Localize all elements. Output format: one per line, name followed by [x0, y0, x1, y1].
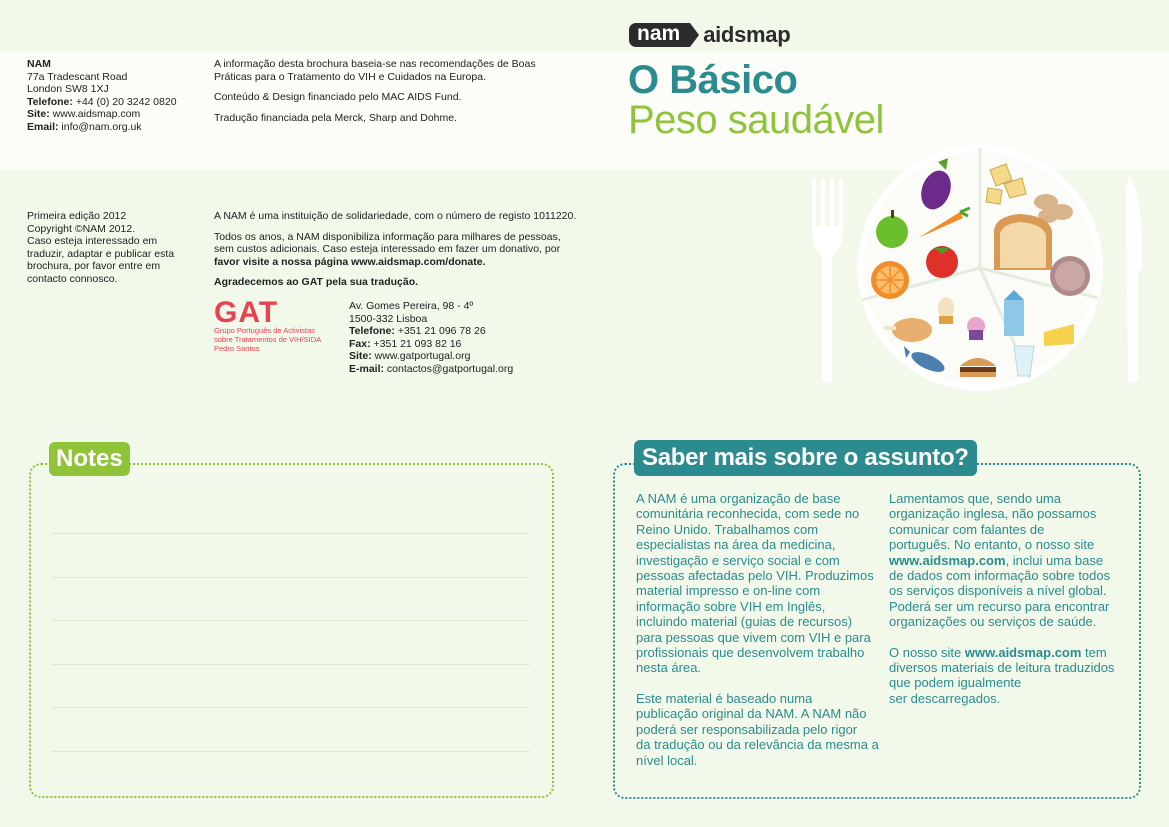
gat-sub-line: Pedro Santos: [214, 344, 260, 353]
logo-text: aidsmap: [703, 22, 791, 47]
gat-sub-line: Grupo Português de Activistas: [214, 326, 315, 335]
email-value[interactable]: info@nam.org.uk: [58, 120, 142, 133]
orange-icon: [871, 261, 909, 299]
nam-aidsmap-logo: [629, 22, 790, 48]
text-line: pessoas afectadas pelo VIH. Produzimos: [636, 568, 874, 584]
egg-icon: [938, 297, 954, 324]
fax-label: Fax:: [349, 337, 371, 350]
logo-arrow-icon: [690, 23, 699, 47]
edition-text: [27, 210, 174, 286]
info-line: A informação desta brochura baseia-se nas recomendações de Boas: [214, 58, 536, 70]
text-line: que podem igualmente: [889, 675, 1022, 691]
text-line: O nosso site: [889, 644, 965, 660]
saber-left-paragraph: [636, 691, 881, 768]
glass-icon: [1014, 346, 1034, 376]
info-line: Práticas para o Tratamento do VIH e Cuidados na Europa.: [214, 70, 486, 83]
tel-label: Telefone:: [349, 325, 395, 338]
page-subtitle: Peso saudável: [628, 98, 884, 142]
saber-right-paragraph: [889, 645, 1134, 707]
text-line: investigação e serviço social e com: [636, 552, 840, 568]
logo-box: nam: [629, 23, 690, 47]
address-line: 1500-332 Lisboa: [349, 312, 428, 325]
text-line: comunicar com falantes de: [889, 521, 1045, 537]
email-value[interactable]: contactos@gatportugal.org: [384, 362, 514, 375]
site-label: Site:: [349, 350, 372, 363]
text-line: os serviços disponíveis a nível global.: [889, 583, 1107, 599]
tel-value: +44 (0) 20 3242 0820: [72, 95, 177, 108]
text-line: organização inglesa, não possamos: [889, 506, 1097, 522]
text-line: poderá ser responsabilizada pelo rigor: [636, 721, 858, 737]
edition-line: Caso esteja interessado em: [27, 235, 158, 248]
site-label: Site:: [27, 108, 50, 121]
address-line: 77a Tradescant Road: [27, 70, 128, 83]
edition-line: Primeira edição 2012: [27, 210, 127, 222]
text-line: nível local.: [636, 752, 698, 768]
text-line: Reino Unido. Trabalhamos com: [636, 521, 819, 537]
text-line: nesta área.: [636, 660, 702, 676]
site-value[interactable]: www.aidsmap.com: [49, 108, 141, 121]
knife-icon: [1126, 176, 1142, 383]
donate-link[interactable]: favor visite a nossa página www.aidsmap.com/donate.: [214, 255, 486, 268]
charity-line: sem custos adicionais. Caso esteja interessado em fazer um donativo, por: [214, 243, 561, 256]
charity-line: A NAM é uma instituição de solidariedade, com o número de registo 1011220.: [214, 210, 577, 222]
edition-line: Copyright ©NAM 2012.: [27, 222, 136, 235]
text-line: Este material é baseado numa: [636, 690, 813, 706]
gat-address: [349, 300, 513, 376]
food-plate-illustration: [800, 140, 1160, 400]
text-line: especialistas na área da medicina,: [636, 537, 836, 553]
saber-right-paragraph: [889, 491, 1134, 630]
note-line[interactable]: [52, 664, 530, 665]
text-line: Lamentamos que, sendo uma: [889, 491, 1061, 506]
info-line: Tradução financiada pela Merck, Sharp and Dohme.: [214, 111, 457, 124]
tel-value: +351 21 096 78 26: [394, 325, 486, 338]
fork-icon: [812, 178, 843, 383]
text-line: material impresso e on-line com: [636, 583, 821, 599]
text-line: da tradução ou da relevância da mesma a: [636, 737, 879, 753]
text-line: português. No entanto, o nosso site: [889, 537, 1095, 553]
note-line[interactable]: [52, 533, 530, 534]
saber-left-paragraph: [636, 491, 881, 676]
tomato-icon: [926, 246, 958, 278]
text-line: informação sobre VIH em Inglês,: [636, 598, 826, 614]
text-line: de dados com informação sobre todos: [889, 568, 1111, 584]
text-line: para pessoas que vivem com VIH e para: [636, 629, 871, 645]
address-line: Av. Gomes Pereira, 98 - 4º: [349, 300, 474, 312]
note-line[interactable]: [52, 577, 530, 578]
saber-right-column: [889, 491, 1134, 706]
cupcake-icon: [967, 317, 985, 340]
note-line[interactable]: [52, 620, 530, 621]
aidsmap-link[interactable]: www.aidsmap.com: [964, 644, 1082, 660]
note-line[interactable]: [52, 751, 530, 752]
info-text: [214, 58, 574, 124]
tel-label: Telefone:: [27, 95, 73, 108]
text-line: diversos materiais de leitura traduzidos: [889, 660, 1115, 676]
aidsmap-link[interactable]: www.aidsmap.com: [889, 552, 1006, 568]
nam-address: [27, 58, 177, 134]
email-label: E-mail:: [349, 362, 385, 375]
text-line: tem: [1081, 644, 1107, 660]
notes-box: [29, 463, 554, 798]
text-line: ser descarregados.: [889, 690, 1001, 706]
text-line: A NAM é uma organização de base: [636, 491, 841, 506]
charity-text: [214, 210, 594, 289]
gat-subtitle: [214, 326, 321, 353]
notes-title: Notes: [49, 442, 130, 476]
note-line[interactable]: [52, 707, 530, 708]
text-line: , inclui uma base: [1005, 552, 1104, 568]
text-line: comunitária reconhecida, com sede no: [636, 506, 860, 522]
page-title: O Básico: [628, 58, 798, 102]
text-line: incluindo material (guias de recursos): [636, 614, 853, 630]
gat-sub-line: sobre Tratamentos de VIH/SIDA: [214, 335, 322, 344]
edition-line: contacto connosco.: [27, 272, 118, 285]
thanks-line: Agradecemos ao GAT pela sua tradução.: [214, 276, 419, 289]
nam-name: NAM: [27, 58, 51, 70]
text-line: organizações ou serviços de saúde.: [889, 614, 1097, 630]
saber-title: Saber mais sobre o assunto?: [634, 440, 977, 476]
edition-line: brochura, por favor entre em: [27, 260, 161, 273]
text-line: Poderá ser um recurso para encontrar: [889, 598, 1110, 614]
fax-value: +351 21 093 82 16: [370, 337, 462, 350]
text-line: publicação original da NAM. A NAM não: [636, 706, 867, 722]
site-value[interactable]: www.gatportugal.org: [371, 350, 471, 363]
bread-icon: [994, 214, 1052, 270]
saber-left-column: [636, 491, 881, 768]
gat-logo: GAT: [214, 296, 279, 329]
address-line: London SW8 1XJ: [27, 83, 109, 96]
edition-line: traduzir, adaptar e publicar esta: [27, 247, 175, 260]
email-label: Email:: [27, 120, 59, 133]
info-line: Conteúdo & Design financiado pelo MAC AIDS Fund.: [214, 91, 462, 104]
text-line: profissionais que desenvolvem trabalho: [636, 645, 865, 661]
charity-line: Todos os anos, a NAM disponibiliza informação para milhares de pessoas,: [214, 230, 561, 243]
